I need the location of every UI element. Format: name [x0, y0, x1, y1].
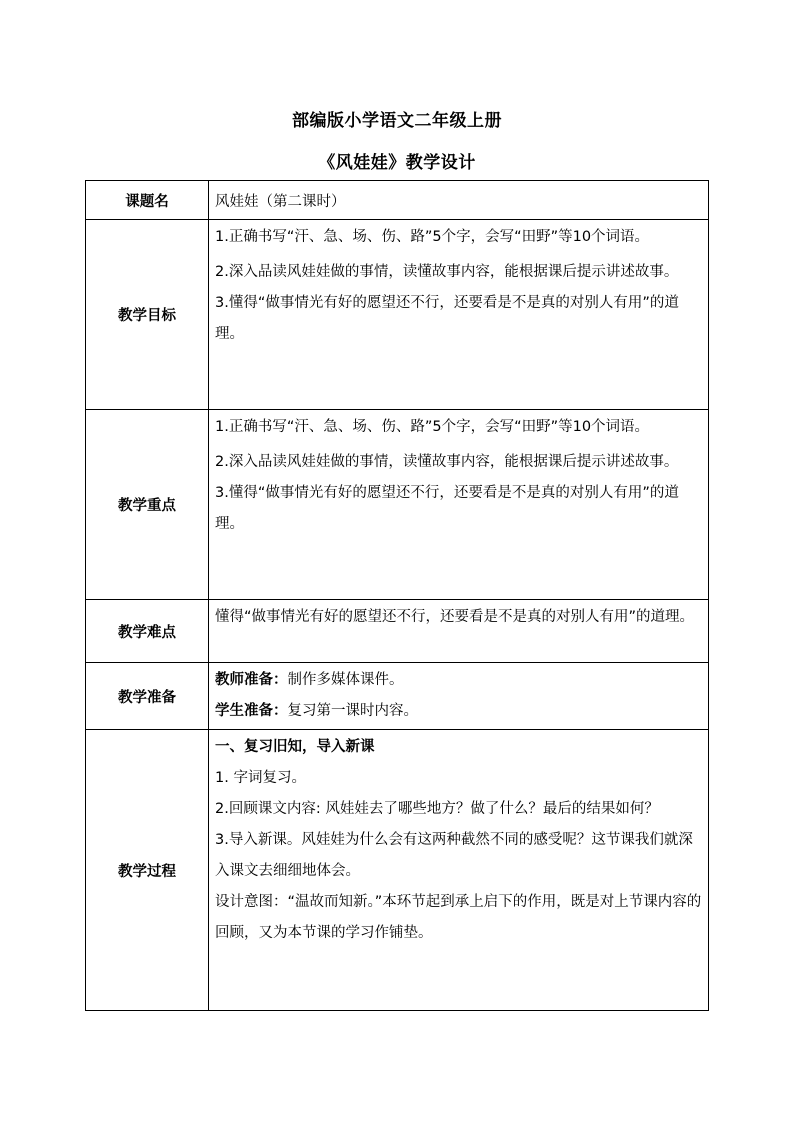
topic-text: 风娃娃（第二课时）: [215, 193, 346, 210]
row-content-difficulty: [209, 600, 709, 663]
row-content-topic: [209, 181, 709, 220]
student-prep-text: 复习第一课时内容。: [287, 703, 418, 719]
teacher-prep: [215, 665, 702, 696]
row-content-prep: [209, 663, 709, 730]
teacher-prep-text: 制作多媒体课件。: [287, 672, 404, 688]
row-label-key: 教学重点: [86, 410, 209, 600]
teacher-prep-label: 教师准备：: [215, 672, 288, 688]
row-content-key: [209, 410, 709, 600]
row-label-goals: 教学目标: [86, 220, 209, 410]
table-row-topic: [86, 181, 709, 220]
goal-item: 3.懂得“做事情光有好的愿望还不行，还要看是不是真的对别人有用”的道理。: [215, 295, 679, 342]
document-subtitle: 《风娃娃》教学设计: [318, 153, 476, 173]
difficulty-text: 懂得“做事情光有好的愿望还不行，还要看是不是真的对别人有用”的道理。: [215, 609, 695, 625]
table-row-process: [86, 730, 709, 1011]
table-row-goals: [86, 220, 709, 410]
process-item: 1. 字词复习。: [215, 770, 306, 786]
key-item: 2.深入品读风娃娃做的事情，读懂故事内容，能根据课后提示讲述故事。: [215, 454, 679, 470]
table-row-prep: [86, 663, 709, 730]
key-item: 3.懂得“做事情光有好的愿望还不行，还要看是不是真的对别人有用”的道理。: [215, 485, 679, 532]
table-row-key: [86, 410, 709, 600]
key-item: 1.正确书写“汗、急、场、伤、路”5个字，会写“田野”等10个词语。: [215, 419, 650, 435]
row-label-difficulty: 教学难点: [86, 600, 209, 663]
goal-item: 2.深入品读风娃娃做的事情，读懂故事内容，能根据课后提示讲述故事。: [215, 264, 679, 280]
process-item: 设计意图：“温故而知新。”本环节起到承上启下的作用，既是对上节课内容的回顾，又为本节课的学习作铺垫。: [215, 894, 702, 941]
process-item: 3.导入新课。风娃娃为什么会有这两种截然不同的感受呢？这节课我们就深入课文去细细地体会。: [215, 832, 693, 879]
row-label-topic: 课题名: [86, 181, 209, 220]
row-label-process: 教学过程: [86, 730, 209, 1011]
row-label-prep: 教学准备: [86, 663, 209, 730]
lesson-plan-table: [85, 180, 709, 1011]
row-content-process: [209, 730, 709, 1011]
document-title: 部编版小学语文二年级上册: [292, 111, 502, 131]
goal-item: 1.正确书写“汗、急、场、伤、路”5个字，会写“田野”等10个词语。: [215, 229, 650, 245]
student-prep: [215, 696, 702, 727]
row-content-goals: [209, 220, 709, 410]
student-prep-label: 学生准备：: [215, 703, 288, 719]
process-heading: 一、复习旧知，导入新课: [215, 739, 375, 755]
table-row-difficulty: [86, 600, 709, 663]
process-item: 2.回顾课文内容: 风娃娃去了哪些地方？做了什么？最后的结果如何？: [215, 801, 659, 817]
